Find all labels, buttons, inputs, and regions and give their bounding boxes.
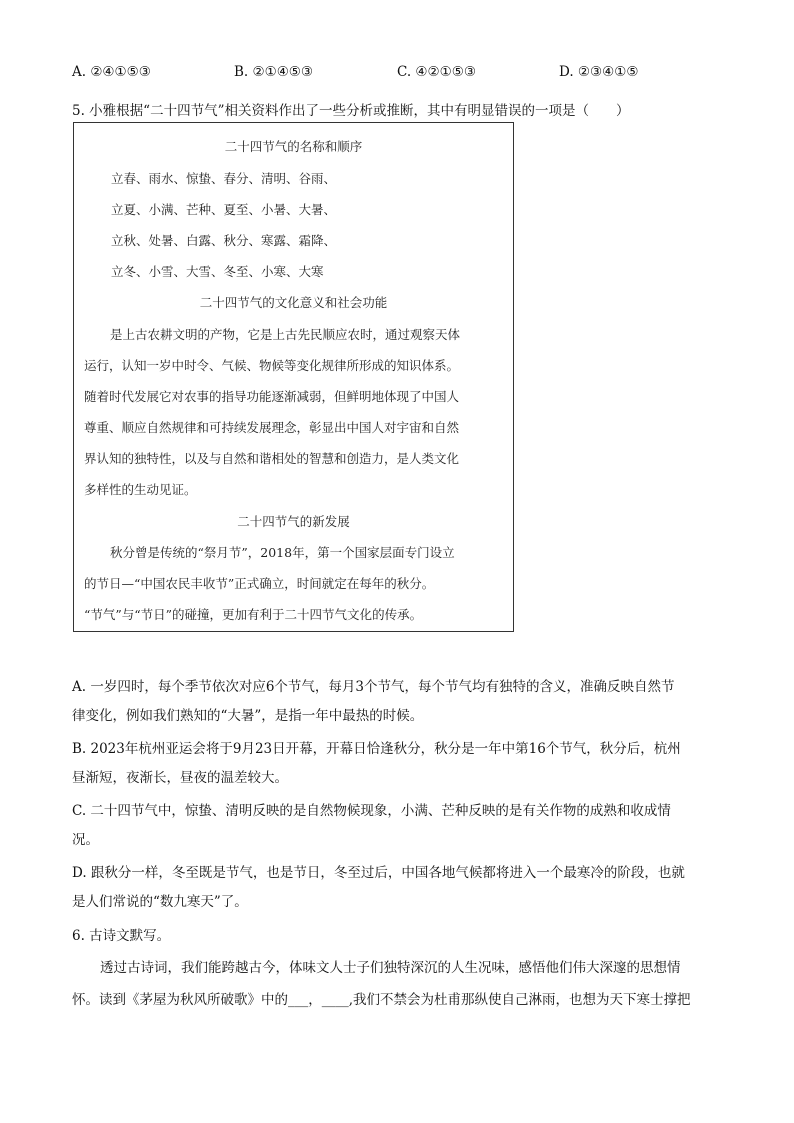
option-a-line: A. 一岁四时，每个季节依次对应6个节气，每月3个节气，每个节气均有独特的含义，准确反映自然节 xyxy=(72,679,675,695)
box-text-line: “节气”与“节日”的碰撞，更加有利于二十四节气文化的传承。 xyxy=(84,607,423,622)
option-d: D. ②③④①⑤ xyxy=(559,64,639,80)
option-c: C. ④②①⑤③ xyxy=(397,64,476,80)
box-text-line: 运行，认知一岁中时令、气候、物候等变化规律所形成的知识体系。 xyxy=(84,358,460,373)
box-text-line: 界认知的独特性，以及与自然和谐相处的智慧和创造力，是人类文化 xyxy=(84,451,460,466)
box-text-line: 多样性的生动见证。 xyxy=(84,482,197,497)
question-6-stem: 6. 古诗文默写。 xyxy=(72,928,171,944)
option-a-line: 律变化，例如我们熟知的“大暑”，是指一年中最热的时候。 xyxy=(72,708,424,724)
option-c-line: 况。 xyxy=(72,832,99,848)
option-d-line: 是人们常说的“数九寒天”了。 xyxy=(72,894,248,910)
solar-terms-material-box xyxy=(73,122,514,632)
option-c-line: C. 二十四节气中，惊蛰、清明反映的是自然物候现象，小满、芒种反映的是有关作物的成熟和收成情 xyxy=(72,803,671,819)
terms-row: 立夏、小满、芒种、夏至、小暑、大暑、 xyxy=(111,202,337,217)
box-title-names: 二十四节气的名称和顺序 xyxy=(224,139,363,154)
option-a: A. ②④①⑤③ xyxy=(72,64,151,80)
terms-row: 立春、雨水、惊蛰、春分、清明、谷雨、 xyxy=(111,171,337,186)
box-text-line: 是上古农耕文明的产物，它是上古先民顺应农时，通过观察天体 xyxy=(110,327,461,342)
box-text-line: 尊重、顺应自然规律和可持续发展理念，彰显出中国人对宇宙和自然 xyxy=(84,420,460,435)
question-6-text-line: 透过古诗词，我们能跨越古今，体味文人士子们独特深沉的人生况味，感悟他们伟大深邃的思想情 xyxy=(100,960,681,976)
box-text-line: 的节日—“中国农民丰收节”正式确立，时间就定在每年的秋分。 xyxy=(84,576,435,591)
option-b-line: B. 2023年杭州亚运会将于9月23日开幕，开幕日恰逢秋分，秋分是一年中第16个节气，秋分后，杭州 xyxy=(72,741,681,757)
terms-row: 立冬、小雪、大雪、冬至、小寒、大寒 xyxy=(111,264,324,279)
question-5-stem: 5. 小雅根据“二十四节气”相关资料作出了一些分析或推断，其中有明显错误的一项是（ ） xyxy=(72,103,630,119)
previous-question-options xyxy=(72,64,732,86)
box-text-line: 秋分曾是传统的“祭月节”，2018年，第一个国家层面专门设立 xyxy=(110,545,455,560)
box-title-significance: 二十四节气的文化意义和社会功能 xyxy=(199,295,388,310)
option-b: B. ②①④⑤③ xyxy=(234,64,314,80)
terms-row: 立秋、处暑、白露、秋分、寒露、霜降、 xyxy=(111,233,337,248)
question-6-text-line: 怀。读到《茅屋为秋风所破歌》中的___，____,我们不禁会为杜甫那纵使自己淋雨，也想为天下寒士撑把 xyxy=(72,992,691,1008)
option-b-line: 昼渐短，夜渐长，昼夜的温差较大。 xyxy=(72,770,288,786)
box-title-development: 二十四节气的新发展 xyxy=(237,514,350,529)
box-text-line: 随着时代发展它对农事的指导功能逐渐减弱，但鲜明地体现了中国人 xyxy=(84,389,460,404)
option-d-line: D. 跟秋分一样，冬至既是节气，也是节日，冬至过后，中国各地气候都将进入一个最寒冷的阶段，也就 xyxy=(72,865,685,881)
